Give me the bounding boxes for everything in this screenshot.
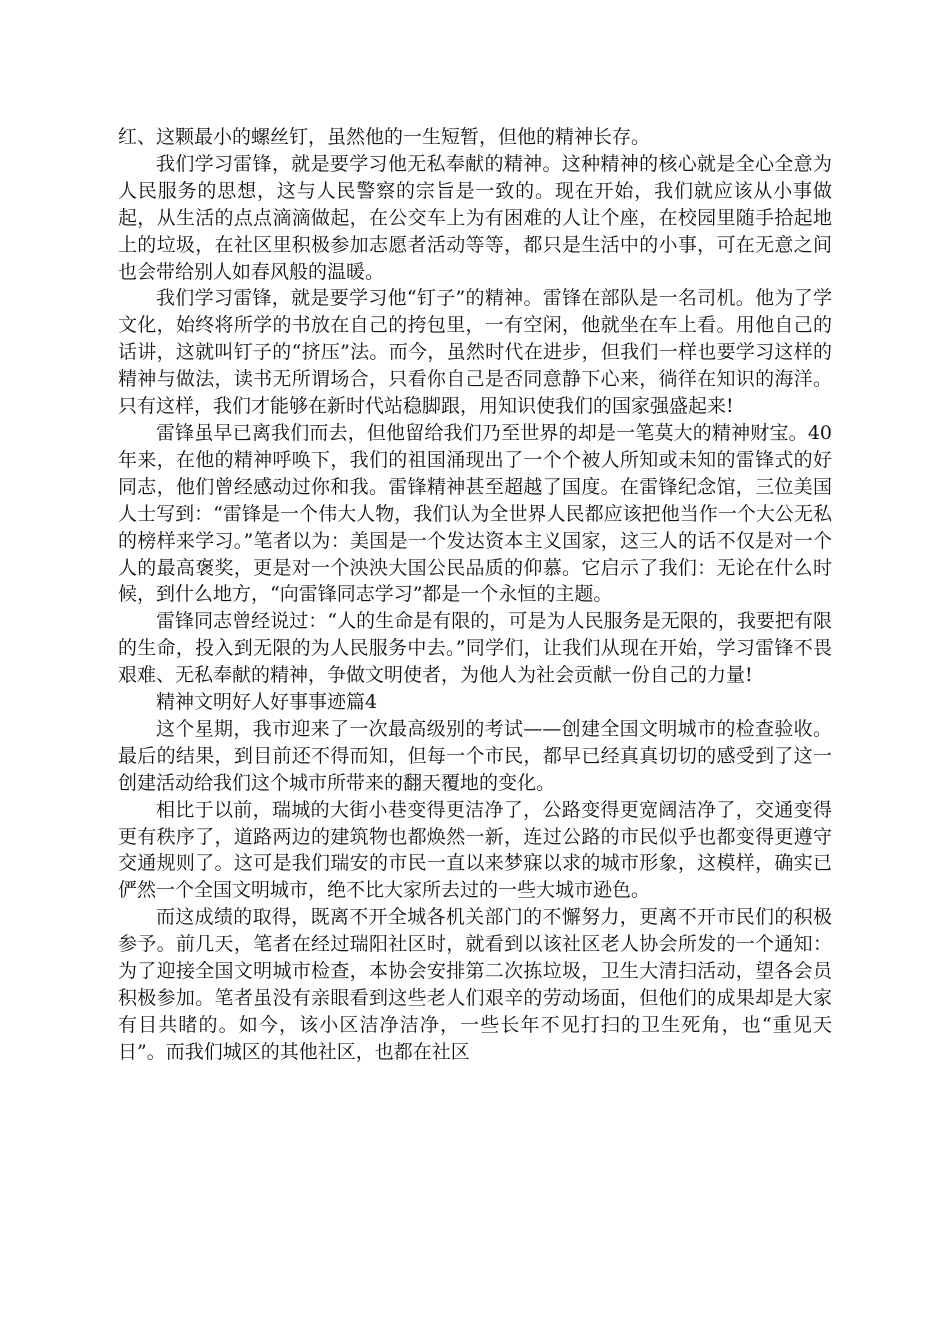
paragraph-lei-feng-quote: 雷锋同志曾经说过：“人的生命是有限的，可是为人民服务是无限的，我要把有限的生命，投入到无限的为人民服务中去。”同学们，让我们从现在开始，学习雷锋不畏艰难、无私奉献的精神，争做文明使者，为他人为社会贡献一份自己的力量! — [118, 610, 832, 687]
paragraph-community-effort: 而这成绩的取得，既离不开全城各机关部门的不懈努力，更离不开市民们的积极参予。前几天，笔者在经过瑞阳社区时，就看到以该社区老人协会所发的一个通知：为了迎接全国文明城市检查，本协会安排第二次拣垃圾，卫生大清扫活动，望各会员积极参加。笔者虽没有亲眼看到这些老人们艰辛的劳动场面，但他们的成果却是大家有目共睹的。如今，该小区洁净洁净，一些长年不见打扫的卫生死角，也“重见天日”。而我们城区的其他社区，也都在社区 — [118, 906, 832, 1063]
paragraph-selfless-dedication: 我们学习雷锋，就是要学习他无私奉献的精神。这种精神的核心就是全心全意为人民服务的思想，这与人民警察的宗旨是一致的。现在开始，我们就应该从小事做起，从生活的点点滴滴做起，在公交车上为有困难的人让个座，在校园里随手拾起地上的垃圾，在社区里积极参加志愿者活动等等，都只是生活中的小事，可在无意之间也会带给别人如春风般的温暖。 — [118, 152, 832, 283]
document-body — [118, 124, 832, 1066]
paragraph-continued: 红、这颗最小的螺丝钉，虽然他的一生短暂，但他的精神长存。 — [118, 126, 651, 148]
paragraph-city-changes: 相比于以前，瑞城的大街小巷变得更洁净了，公路变得更宽阔洁净了，交通变得更有秩序了，道路两边的建筑物也都焕然一新，连过公路的市民似乎也都变得更遵守交通规则了。这可是我们瑞安的市民一直以来梦寐以求的城市形象，这模样，确实已俨然一个全国文明城市，绝不比大家所去过的一些大城市逊色。 — [118, 798, 832, 902]
paragraph-nail-spirit: 我们学习雷锋，就是要学习他“钉子”的精神。雷锋在部队是一名司机。他为了学文化，始终将所学的书放在自己的挎包里，一有空闲，他就坐在车上看。用他自己的话讲，这就叫钉子的“挤压”法。而今，虽然时代在进步，但我们一样也要学习这样的精神与做法，读书无所谓场合，只看你自己是否同意静下心来，徜徉在知识的海洋。只有这样，我们才能够在新时代站稳脚跟，用知识使我们的国家强盛起来! — [118, 287, 832, 418]
section-heading: 精神文明好人好事事迹篇4 — [156, 691, 378, 714]
paragraph-city-inspection: 这个星期，我市迎来了一次最高级别的考试——创建全国文明城市的检查验收。最后的结果，到目前还不得而知，但每一个市民，都早已经真真切切的感受到了这一创建活动给我们这个城市所带来的翻天覆地的变化。 — [118, 717, 832, 794]
paragraph-spiritual-wealth: 雷锋虽早已离我们而去，但他留给我们乃至世界的却是一笔莫大的精神财宝。40年来，在他的精神呼唤下，我们的祖国涌现出了一个个被人所知或未知的雷锋式的好同志，他们曾经感动过你和我。雷锋精神甚至超越了国度。在雷锋纪念馆，三位美国人士写到：“雷锋是一个伟大人物，我们认为全世界人民都应该把他当作一个大公无私的榜样来学习。”笔者以为：美国是一个发达资本主义国家，这三人的话不仅是对一个人的最高褒奖，更是对一个泱泱大国公民品质的仰慕。它启示了我们：无论在什么时候，到什么地方，“向雷锋同志学习”都是一个永恒的主题。 — [118, 421, 832, 606]
